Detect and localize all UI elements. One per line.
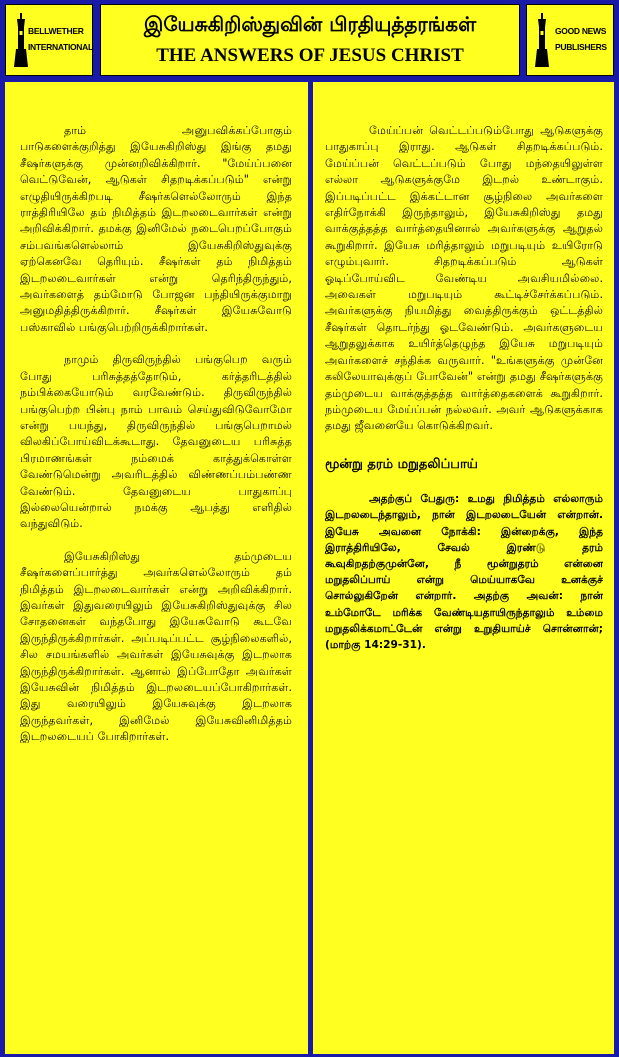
scripture-quote: அதற்குப் பேதுரு: உமது நிமித்தம் எல்லாரும் இடறலடைந்தாலும், நான் இடறலடையேன் என்றான். இயேசு அவனை நோக்கி: இன்றைக்கு, இந்த இராத்திரியிலே, சேவல் இரண்டு தரம் கூவுகிறதற்குமுன்னே, நீ மூன்றுதரம் என்னை மறுதலிப்பாய் என்று மெய்யாகவே உனக்குச் சொல்லுகிறேன் என்றார். அதற்கு அவன்: நான் உம்மோடே மரிக்க வேண்டியதாயிருந்தாலும் உம்மை மறுதலிக்கமாட்டேன் என்று உறுதியாய்ச் சொன்னான்; (மாற்கு 14:29-31). (325, 493, 603, 651)
logo-line2: INTERNATIONAL (28, 42, 93, 52)
bellwether-logo (5, 4, 93, 76)
page-title-tamil: இயேசுகிறிஸ்துவின் பிரதியுத்தரங்கள் (143, 12, 477, 36)
body-paragraph: இயேசுகிறிஸ்து தம்முடைய சீஷர்களைப்பார்த்து அவர்களெல்லோரும் தம் நிமித்தம் இடறலடைவார்கள் என்று அறிவிக்கிறார். இவர்கள் இதுவரையிலும் இயேசுகிறிஸ்துவுக்கு சில சோதனைகள் வந்தபோது இயேசுவோடு கூடவே இருந்திருக்கிறார்கள். அப்படிப்பட்ட சூழ்நிலைகளில், சில சமயங்களில் அவர்கள் இயேசுவுக்கு இடறலாக இருந்திருக்கிறார்கள். ஆனால் இப்போதோ அவர்கள் இயேசுவின் நிமித்தம் இடறலடையப்போகிறார்கள். இது வரையிலும் இயேசுவுக்கு இடறலாக இருந்தவர்கள், இனிமேல் இயேசுவினிமித்தம் இடறலடையப் போகிறார்கள். (20, 549, 292, 744)
tower-icon (14, 13, 28, 67)
logo-line1: GOOD NEWS (555, 26, 607, 36)
body-paragraph: தாம் அனுபவிக்கப்போகும் பாடுகளைக்குறித்து இயேசுகிறிஸ்து இங்கு தமது சீஷர்களுக்கு முன்னறிவிக்கிறார். "மேய்ப்பனை வெட்டுவேன், ஆடுகள் சிதறடிக்கப்படும்" என்று எழுதியிருக்கிறபடி சீஷர்களெல்லோரும் இந்த ராத்திரியிலே தம் நிமித்தம் இடறலடைவார்கள் என்று அறிவிக்கிறார். தமக்கு இனிமேல் நடைபெறப்போகும் சம்பவங்களெல்லாம் இயேசுகிறிஸ்துவுக்கு ஏற்கெனவே தெரியும். சீஷர்கள் தம் நிமித்தம் இடறலடைவார்கள் என்று தெரிந்திருந்தும், அவர்களைத் தம்மோடு போஜன பந்தியிருக்குமாறு அனுமதித்திருக்கிறார். சீஷர்கள் இயேசுவோடு பஸ்காவில் பங்குபெற்றிருக்கிறார்கள். (20, 124, 292, 334)
logo-line2: PUBLISHERS (555, 42, 607, 52)
logo-line1: BELLWETHER (28, 26, 84, 36)
right-column (313, 82, 614, 1054)
tower-icon (535, 13, 549, 67)
title-box (100, 4, 520, 76)
section-heading: மூன்று தரம் மறுதலிப்பாய் (325, 456, 478, 472)
left-column (5, 82, 308, 1054)
body-paragraph: நாமும் திருவிருந்தில் பங்குபெற வரும் போது பரிசுத்தத்தோடும், கர்த்தரிடத்தில் நம்பிக்கையோடும் வரவேண்டும். திருவிருந்தில் பங்குபெற்ற பின்பு நாம் பாவம் செய்துவிடுவோமோ என்று பயந்து, திருவிருந்தில் பங்குபெறாமல் விலகிப்போய்விடக்கூடாது. தேவனுடைய பரிசுத்த பிரமாணங்கள் நம்மைக் காத்துக்கொள்ள வேண்டுமென்று அவரிடத்தில் விண்ணப்பம்பண்ண வேண்டும். தேவனுடைய பாதுகாப்பு இல்லையென்றால் நமக்கு ஆபத்து எளிதில் வந்துவிடும். (20, 353, 292, 531)
body-paragraph: மேய்ப்பன் வெட்டப்படும்போது ஆடுகளுக்கு பாதுகாப்பு இராது. ஆடுகள் சிதறடிக்கப்படும். மேய்ப்பன் வெட்டப்படும் போது மந்தையிலுள்ள எல்லா ஆடுகளுக்குமே இடறல் உண்டாகும். இப்படிப்பட்ட இக்கட்டான சூழ்நிலை அவர்களை எதிர்நோக்கி இருந்தாலும், இயேசுகிறிஸ்து தமது வாக்குத்தத்த வார்த்தையினால் அவர்களுக்கு ஆறுதல் கூறுகிறார். இயேசு மரித்தாலும் மறுபடியும் உயிரோடு எழும்புவார். சிதறடிக்கப்படும் ஆடுகள் ஓடிப்போய்விட வேண்டிய அவசியமில்லை. அவைகள் மறுபடியும் கூட்டிச்சேர்க்கப்படும். அவர்களுக்கு நியமித்து வைத்திருக்கும் ஒட்டத்தில் சீஷர்கள் தொடர்ந்து ஓடவேண்டும். அவர்களுடைய ஆறுதலுக்காக உயிர்த்தெழுந்த இயேசு மறுபடியும் அவர்களைச் சந்திக்க வருவார். "உங்களுக்கு முன்னே கலிலேயாவுக்குப் போவேன்" என்று தமது சீஷர்களுக்கு தம்முடைய வாக்குத்தத்த வார்த்தைகளைக் கூறுகிறார். நம்முடைய மேய்ப்பன் நல்லவர். அவர் ஆடுகளுக்காக தமது ஜீவனையே கொடுக்கிறவர். (325, 124, 603, 433)
header (0, 0, 619, 80)
good-news-logo (526, 4, 614, 76)
page-title-english: THE ANSWERS OF JESUS CHRIST (156, 45, 464, 66)
